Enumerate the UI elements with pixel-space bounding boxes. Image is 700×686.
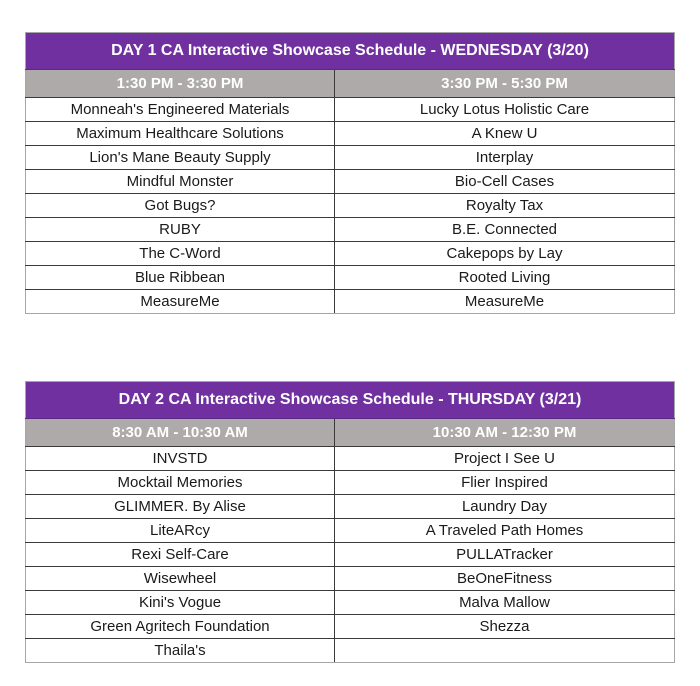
table-row xyxy=(26,242,675,266)
day1-slot-1-cell: Maximum Healthcare Solutions xyxy=(26,122,335,146)
day1-slot-1-cell: MeasureMe xyxy=(26,290,335,314)
day1-slot-1-cell: Monneah's Engineered Materials xyxy=(26,98,335,122)
day1-slot-2-header: 3:30 PM - 5:30 PM xyxy=(335,70,675,98)
table-row xyxy=(26,98,675,122)
day1-slot-2-cell: Rooted Living xyxy=(335,266,675,290)
day2-slot-1-header: 8:30 AM - 10:30 AM xyxy=(26,419,335,447)
day1-slot-1-cell: The C-Word xyxy=(26,242,335,266)
day1-slot-1-cell: Got Bugs? xyxy=(26,194,335,218)
day1-slot-2-cell: Lucky Lotus Holistic Care xyxy=(335,98,675,122)
day2-slot-2-cell: BeOneFitness xyxy=(335,567,675,591)
day2-slot-2-cell: Malva Mallow xyxy=(335,591,675,615)
table-row xyxy=(26,471,675,495)
day1-time-slot-row xyxy=(26,70,675,98)
table-row xyxy=(26,591,675,615)
day2-slot-2-cell: Shezza xyxy=(335,615,675,639)
table-row xyxy=(26,194,675,218)
day2-slot-1-cell: INVSTD xyxy=(26,447,335,471)
table-row xyxy=(26,639,675,663)
day1-slot-1-cell: Blue Ribbean xyxy=(26,266,335,290)
day1-title-row xyxy=(26,33,675,70)
day2-slot-2-cell: PULLATracker xyxy=(335,543,675,567)
day2-slot-2-cell: Project I See U xyxy=(335,447,675,471)
day1-slot-1-cell: RUBY xyxy=(26,218,335,242)
day1-title: DAY 1 CA Interactive Showcase Schedule - WEDNESDAY (3/20) xyxy=(26,33,675,70)
day2-slot-2-cell: Flier Inspired xyxy=(335,471,675,495)
table-row xyxy=(26,146,675,170)
table-row xyxy=(26,447,675,471)
day2-slot-2-header: 10:30 AM - 12:30 PM xyxy=(335,419,675,447)
day1-slot-2-cell: B.E. Connected xyxy=(335,218,675,242)
day2-slot-1-cell: Wisewheel xyxy=(26,567,335,591)
table-row xyxy=(26,495,675,519)
day2-title-row xyxy=(26,382,675,419)
day2-slot-2-cell-empty xyxy=(335,639,675,663)
day1-slot-2-cell: A Knew U xyxy=(335,122,675,146)
day1-slot-2-cell: Interplay xyxy=(335,146,675,170)
day2-slot-1-cell: GLIMMER. By Alise xyxy=(26,495,335,519)
day1-slot-2-cell: Royalty Tax xyxy=(335,194,675,218)
table-row xyxy=(26,615,675,639)
day2-slot-1-cell: Kini's Vogue xyxy=(26,591,335,615)
day1-slot-1-cell: Mindful Monster xyxy=(26,170,335,194)
day1-schedule-table xyxy=(25,32,675,314)
day2-slot-1-cell: Rexi Self-Care xyxy=(26,543,335,567)
day2-slot-1-cell: LiteARcy xyxy=(26,519,335,543)
day1-slot-2-cell: MeasureMe xyxy=(335,290,675,314)
day2-slot-1-cell: Green Agritech Foundation xyxy=(26,615,335,639)
table-row xyxy=(26,290,675,314)
day2-title: DAY 2 CA Interactive Showcase Schedule - THURSDAY (3/21) xyxy=(26,382,675,419)
table-row xyxy=(26,170,675,194)
day2-schedule-table xyxy=(25,381,675,663)
table-row xyxy=(26,543,675,567)
day1-slot-2-cell: Cakepops by Lay xyxy=(335,242,675,266)
day2-slot-2-cell: A Traveled Path Homes xyxy=(335,519,675,543)
table-row xyxy=(26,266,675,290)
table-row xyxy=(26,567,675,591)
day2-slot-2-cell: Laundry Day xyxy=(335,495,675,519)
table-row xyxy=(26,122,675,146)
day1-slot-2-cell: Bio-Cell Cases xyxy=(335,170,675,194)
day1-slot-1-header: 1:30 PM - 3:30 PM xyxy=(26,70,335,98)
day2-time-slot-row xyxy=(26,419,675,447)
day2-slot-1-cell: Thaila's xyxy=(26,639,335,663)
table-row xyxy=(26,218,675,242)
table-row xyxy=(26,519,675,543)
day1-slot-1-cell: Lion's Mane Beauty Supply xyxy=(26,146,335,170)
day2-slot-1-cell: Mocktail Memories xyxy=(26,471,335,495)
